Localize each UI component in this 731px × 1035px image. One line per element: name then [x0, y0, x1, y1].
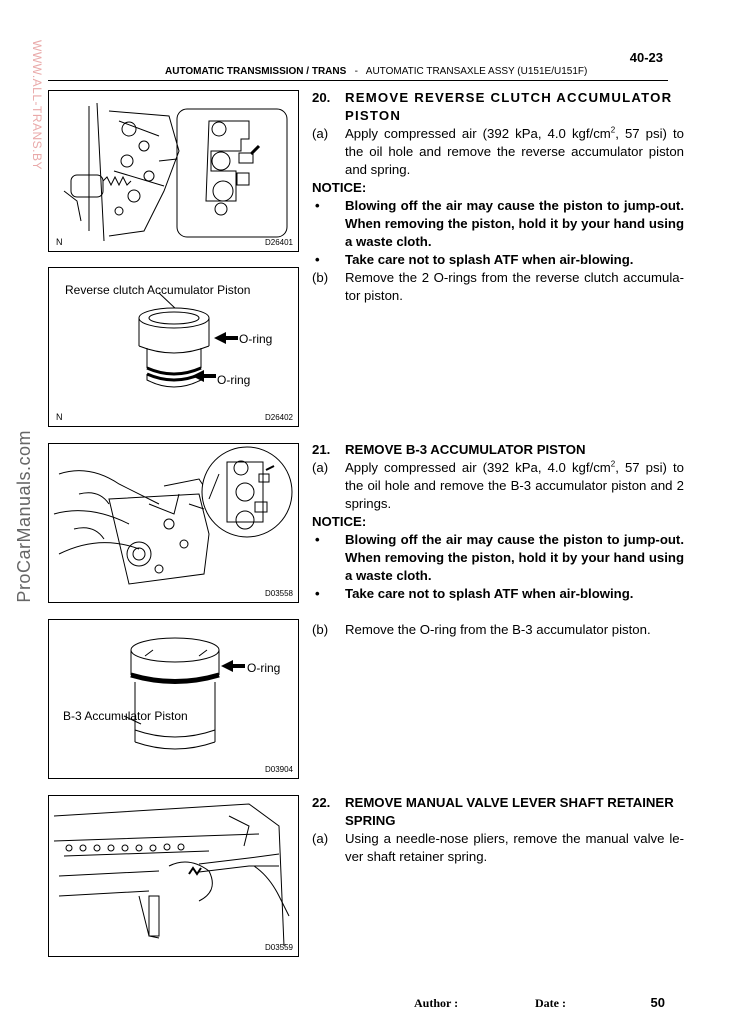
figure-title-label: Reverse clutch Accumulator Piston	[65, 283, 251, 297]
step-21	[312, 441, 684, 639]
footer-author: Author :	[414, 996, 459, 1010]
watermark-url: WWW.ALL-TRANS.BY	[30, 40, 44, 171]
substep-a-text: Apply compressed air (392 kPa, 4.0 kgf/cm	[345, 126, 611, 141]
piston-label: B-3 Accumulator Piston	[63, 709, 188, 723]
figure-b3-piston-removal	[48, 443, 299, 603]
superscript: 2	[610, 125, 616, 135]
step-title	[312, 89, 684, 125]
step-number: 20.	[312, 90, 331, 105]
substep-b	[312, 621, 684, 639]
notice-bullet-1	[312, 197, 684, 251]
step-title	[312, 441, 684, 459]
substep-a-text-cont: , 57 psi) to the oil hole and remove the B-3 accumulator piston and 2 springs.	[345, 460, 684, 511]
substep-a	[312, 125, 684, 179]
step-20	[312, 89, 684, 305]
notice-bullet-text: Take care not to splash ATF when air-blowing.	[345, 252, 634, 267]
watermark-site: ProCarManuals.com	[14, 430, 34, 603]
figure-reverse-piston-orings	[48, 267, 299, 427]
substep-marker: (a)	[312, 460, 329, 475]
figure-illustration	[49, 91, 298, 251]
figure-code: D03904	[264, 765, 293, 774]
figure-code: D03558	[264, 589, 293, 598]
footer-date: Date :	[535, 996, 566, 1010]
bullet-marker: •	[315, 198, 320, 213]
header-subsection: AUTOMATIC TRANSAXLE ASSY (U151E/U151F)	[365, 66, 588, 77]
substep-marker: (a)	[312, 831, 329, 846]
step-title-line1: REMOVE MANUAL VALVE LEVER SHAFT RETAINER	[345, 795, 674, 810]
figure-code: D03559	[264, 943, 293, 952]
step-title-line2: SPRING	[345, 813, 396, 828]
oring-label-lower: O-ring	[217, 373, 251, 387]
figure-b3-piston-oring	[48, 619, 299, 779]
notice-bullet-text: Take care not to splash ATF when air-blowing.	[345, 586, 634, 601]
bullet-marker: •	[315, 532, 320, 547]
substep-a-text: Apply compressed air (392 kPa, 4.0 kgf/cm	[345, 460, 611, 475]
substep-a-text-cont: , 57 psi) to the oil hole and remove the reverse accumulator piston and spring.	[345, 126, 684, 177]
figure-code: D26401	[264, 238, 293, 247]
step-title-line1: REMOVE REVERSE CLUTCH ACCUMULATOR	[345, 90, 673, 105]
notice-bullet-text: Blowing off the air may cause the piston to jump-out. When removing the piston, hold it by your hand using a waste cloth.	[345, 532, 684, 583]
page-number: 50	[650, 995, 665, 1010]
bullet-marker: •	[315, 586, 320, 601]
notice-bullet-2	[312, 585, 684, 603]
substep-b-text: Remove the 2 O-rings from the reverse clutch accumula- tor piston.	[345, 270, 684, 303]
figure-north-marker: N	[56, 237, 63, 247]
running-header	[165, 66, 587, 77]
figure-retainer-spring-removal	[48, 795, 299, 957]
notice-bullet-1	[312, 531, 684, 585]
oring-label: O-ring	[247, 661, 281, 675]
bullet-marker: •	[315, 252, 320, 267]
substep-b	[312, 269, 684, 305]
step-title-line1: REMOVE B-3 ACCUMULATOR PISTON	[345, 442, 586, 457]
figure-illustration	[49, 796, 298, 956]
substep-a-text: Using a needle-nose pliers, remove the manual valve le- ver shaft retainer spring.	[345, 831, 684, 864]
header-separator: -	[354, 66, 358, 77]
notice-heading: NOTICE:	[312, 514, 367, 529]
header-rule	[48, 80, 668, 81]
substep-marker: (b)	[312, 622, 329, 637]
figure-north-marker: N	[56, 412, 63, 422]
notice-heading: NOTICE:	[312, 180, 367, 195]
figure-reverse-piston-removal	[48, 90, 299, 252]
step-title-line2: PISTON	[345, 108, 402, 123]
step-number: 21.	[312, 442, 331, 457]
substep-marker: (b)	[312, 270, 329, 285]
oring-label-upper: O-ring	[239, 332, 273, 346]
substep-a	[312, 830, 684, 866]
figure-illustration	[49, 444, 298, 602]
notice-bullet-text: Blowing off the air may cause the piston to jump-out. When removing the piston, hold it by your hand using a waste cloth.	[345, 198, 684, 249]
page-code: 40-23	[629, 50, 663, 65]
figure-illustration	[49, 268, 298, 426]
figure-code: D26402	[264, 413, 293, 422]
superscript: 2	[610, 459, 616, 469]
step-title	[312, 794, 684, 830]
substep-b-text: Remove the O-ring from the B-3 accumulator piston.	[345, 622, 651, 637]
step-22	[312, 794, 684, 866]
notice-bullet-2	[312, 251, 684, 269]
figure-illustration	[49, 620, 298, 778]
substep-marker: (a)	[312, 126, 329, 141]
substep-a	[312, 459, 684, 513]
header-section: AUTOMATIC TRANSMISSION / TRANS	[165, 66, 347, 77]
step-number: 22.	[312, 795, 331, 810]
